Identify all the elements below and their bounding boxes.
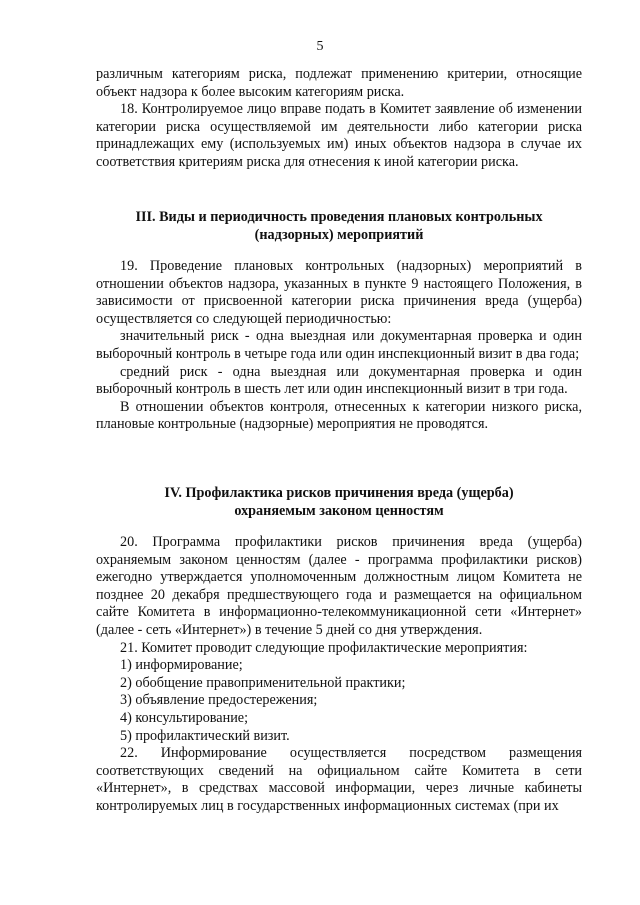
paragraph-18: 18. Контролируемое лицо вправе подать в Комитет заявление об изменении категории риска осуществляемой им деятельности либо категории риска принадлежащих ему (используемых им) иных объектов надзора в случае их соответствия критериям риска для отнесения к иной категории риска. [96,101,582,170]
low-risk-paragraph: В отношении объектов контроля, отнесенных к категории низкого риска, плановые контрольные (надзорные) мероприятия не проводятся. [96,398,582,433]
paragraph-20: 20. Программа профилактики рисков причинения вреда (ущерба) охраняемым законом ценностям (далее - программа профилактики рисков) ежегодно утверждается уполномоченным должностным лицом Комитета не позднее 20 декабря предшествующего года и размещается на официальном сайте Комитета в информационно-телекоммуникационной сети «Интернет» (далее - сеть «Интернет») в течение 5 дней со дня утверждения. [96,534,582,638]
section-3-heading-line2: (надзорных) мероприятий [254,227,424,243]
paragraph-19: 19. Проведение плановых контрольных (надзорных) мероприятий в отношении объектов надзора, указанных в пункте 9 настоящего Положения, в зависимости от присвоенной категории риска причинения вреда (ущерба) осуществляется со следующей периодичностью: [96,258,582,327]
section-3-body [96,258,582,434]
list-item: 5) профилактический визит. [120,727,290,744]
paragraph-21: 21. Комитет проводит следующие профилактические мероприятия: [120,639,528,656]
intro-block [96,66,582,172]
paragraph-22: 22. Информирование осуществляется посредством размещения соответствующих сведений на официальном сайте Комитета в сети «Интернет», в средствах массовой информации, через личные кабинеты контролируемых лиц в государственных информационных системах (при их [96,745,582,814]
section-4-heading-line1: IV. Профилактика рисков причинения вреда (ущерба) [164,485,514,501]
list-item: 2) обобщение правоприменительной практики; [120,674,406,691]
paragraph-continued: различным категориям риска, подлежат применению критерии, относящие объект надзора к более высоким категориям риска. [96,66,582,100]
list-item: 4) консультирование; [120,709,249,726]
section-3-heading-line1: III. Виды и периодичность проведения плановых контрольных [135,209,543,225]
significant-risk-paragraph: значительный риск - одна выездная или документарная проверка и один выборочный контроль в четыре года или один инспекционный визит в два года; [96,328,582,362]
medium-risk-paragraph: средний риск - одна выездная или документарная проверка и один выборочный контроль в шесть лет или один инспекционный визит в три года. [96,363,582,398]
section-4-body [96,534,582,816]
page-number: 5 [316,39,324,54]
section-4-heading-line2: охраняемым законом ценностям [234,503,444,519]
list-item: 3) объявление предостережения; [120,692,318,709]
list-item: 1) информирование; [120,657,243,674]
